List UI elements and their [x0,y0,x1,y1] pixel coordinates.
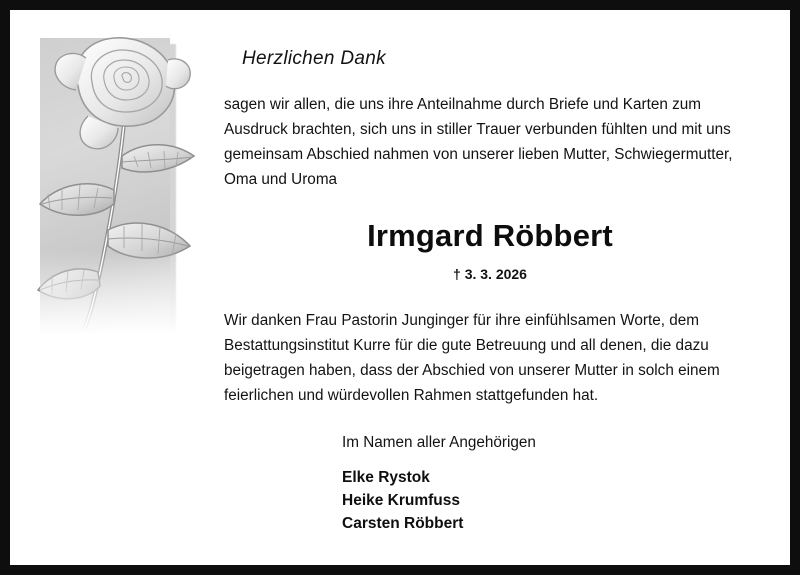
panel-fade [40,250,180,350]
family-name-2: Heike Krumfuss [342,492,461,509]
paragraph-two: Wir danken Frau Pastorin Junginger für ihre einfühlsamen Worte, dem Bestattungsinstitut Kurre für die gute Betreuung und all denen, die dazu beigetragen haben, dass der Abschied von unserer Mutter in solch einem feierlichen und würdevollen Rahmen stattgefunden hat. [224,312,720,404]
death-date: † 3. 3. 2026 [453,266,527,282]
thanks-heading: Herzlichen Dank [242,48,386,69]
text-column [220,10,790,565]
deceased-name: Irmgard Röbbert [367,218,613,253]
card-inner [10,10,790,565]
illustration-column [10,10,220,565]
family-name-3: Carsten Röbbert [342,515,464,532]
family-name-1: Elke Rystok [342,469,430,486]
family-names [342,466,756,535]
on-behalf-text: Im Namen aller Angehörigen [342,434,536,451]
paragraph-one: sagen wir allen, die uns ihre Anteilnahme durch Briefe und Karten zum Ausdruck brachten, sich uns in stiller Trauer verbunden fühlten und mit uns gemeinsam Abschied nahmen von unserer lieben Mutter, Schwiegermutter, Oma und Uroma [224,96,733,188]
